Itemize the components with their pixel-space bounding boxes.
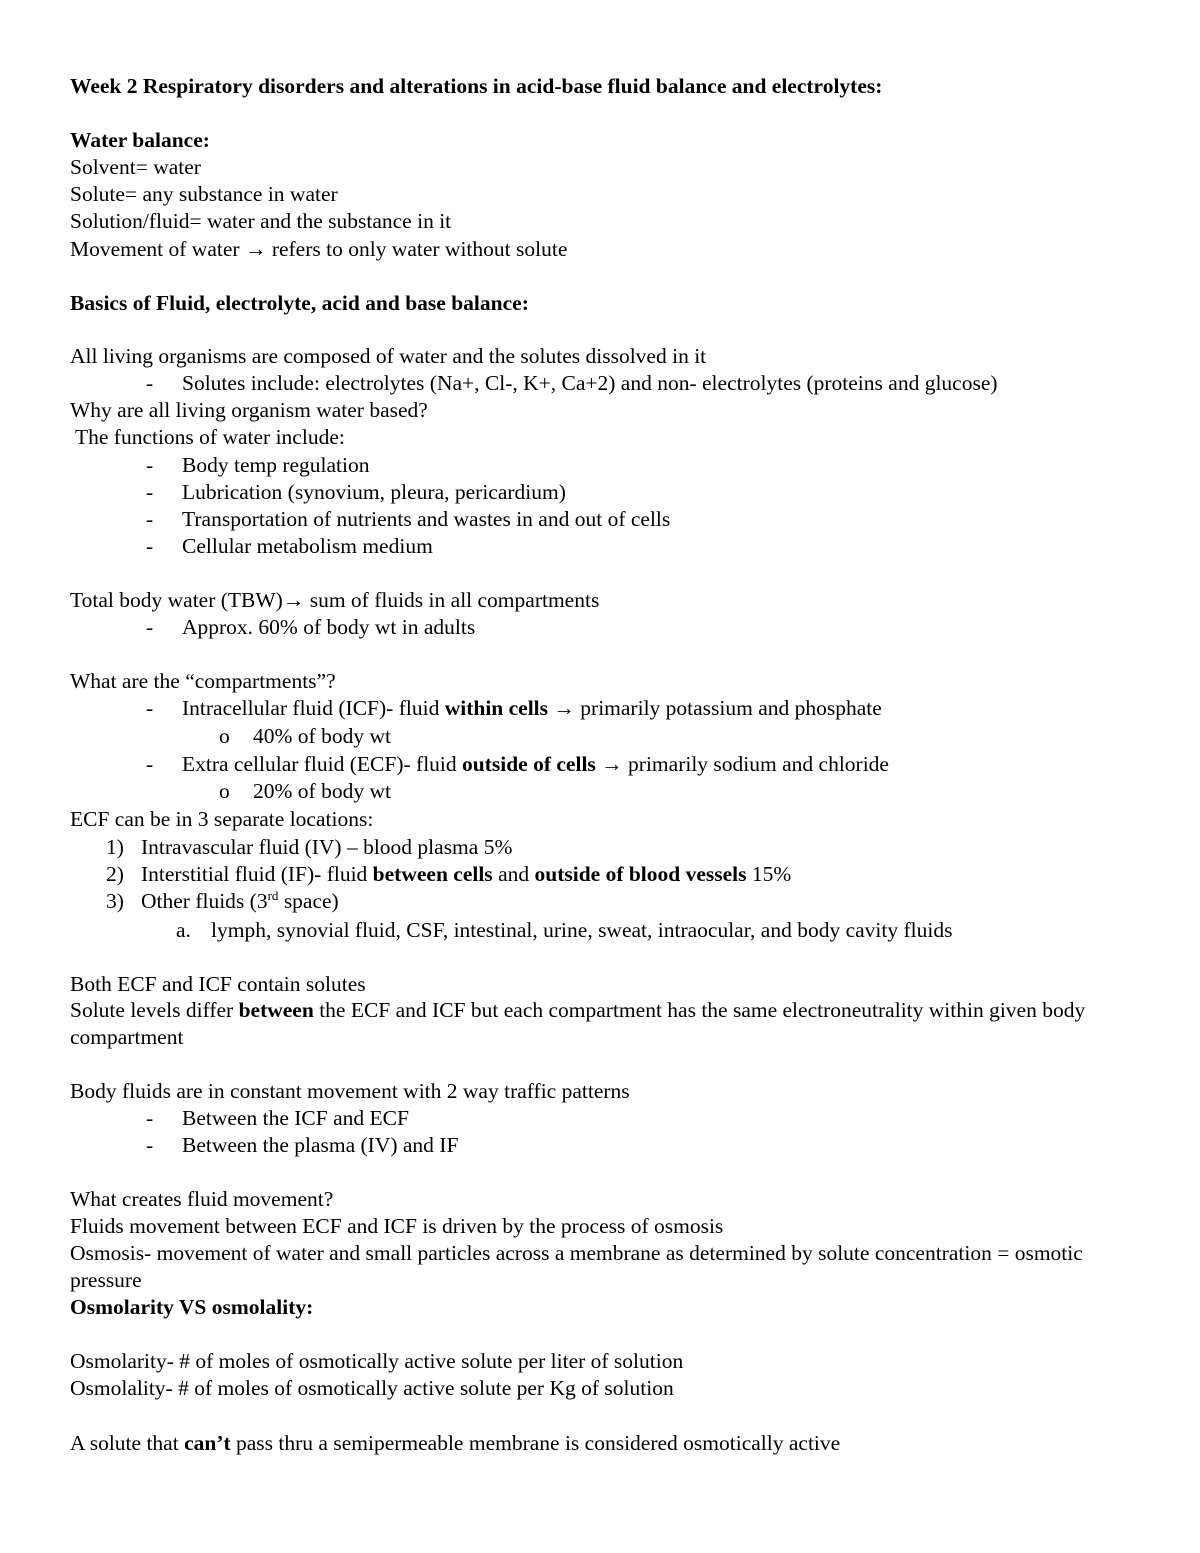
- list-item: [0, 695, 1200, 722]
- loc3-text-2: space): [278, 889, 339, 913]
- loc2-mid: and: [492, 862, 535, 886]
- movement-intro: Body fluids are in constant movement with 2 way traffic patterns: [70, 1079, 630, 1103]
- osmolality-definition: Osmolality- # of moles of osmotically active solute per Kg of solution: [70, 1376, 674, 1400]
- icf-sub: 40% of body wt: [253, 724, 391, 748]
- osmosis-driven-line: Fluids movement between ECF and ICF is driven by the process of osmosis: [70, 1214, 724, 1238]
- list-item: [0, 861, 1200, 888]
- dash-marker: -: [146, 615, 154, 639]
- icf-text-2: primarily potassium and phosphate: [574, 696, 882, 720]
- solute-levels-paragraph: [70, 997, 1140, 1051]
- dash-marker: -: [146, 371, 154, 395]
- active-text-2: pass thru a semipermeable membrane is considered osmotically active: [230, 1431, 841, 1455]
- both-contain-line: Both ECF and ICF contain solutes: [70, 972, 366, 996]
- arrow-icon: →: [282, 588, 305, 612]
- ecf-bold: outside of cells: [462, 752, 596, 776]
- movement-of-water-text-2: refers to only water without solute: [266, 237, 568, 261]
- arrow-icon: →: [244, 237, 267, 261]
- list-item: [0, 751, 1200, 778]
- solutes-bullet: Solutes include: electrolytes (Na+, Cl-, K+, Ca+2) and non- electrolytes (proteins and glucose): [182, 371, 998, 395]
- list-item: [0, 834, 1200, 861]
- function-item: Transportation of nutrients and wastes in and out of cells: [182, 507, 671, 531]
- loc3-text: Other fluids (3: [141, 889, 268, 913]
- compartments-question: What are the “compartments”?: [70, 669, 336, 693]
- water-balance-heading: Water balance:: [70, 128, 210, 152]
- ecf-sub: 20% of body wt: [253, 779, 391, 803]
- dash-marker: -: [146, 1133, 154, 1157]
- icf-bold: within cells: [444, 696, 549, 720]
- list-item: [0, 506, 1200, 533]
- tbw-bullet: Approx. 60% of body wt in adults: [182, 615, 476, 639]
- icf-bullet: [182, 695, 882, 722]
- basics-heading: Basics of Fluid, electrolyte, acid and base balance:: [70, 291, 529, 315]
- function-item: Body temp regulation: [182, 453, 370, 477]
- movement-item: Between the plasma (IV) and IF: [182, 1133, 459, 1157]
- list-item: [0, 452, 1200, 479]
- dash-marker: -: [146, 534, 154, 558]
- dash-marker: -: [146, 453, 154, 477]
- movement-of-water-text: Movement of water: [70, 237, 245, 261]
- arrow-icon: →: [548, 696, 575, 720]
- differ-text: Solute levels differ: [70, 998, 239, 1022]
- function-item: Cellular metabolism medium: [182, 534, 433, 558]
- ecf-text: Extra cellular fluid (ECF)- fluid: [182, 752, 463, 776]
- list-item: [0, 614, 1200, 641]
- dash-marker: -: [146, 480, 154, 504]
- circle-marker-icon: o: [219, 779, 230, 803]
- osmotically-active-line: [70, 1430, 840, 1457]
- list-item: [0, 1105, 1200, 1132]
- dash-marker: -: [146, 696, 154, 720]
- list-number: 1): [106, 835, 124, 859]
- dash-marker: -: [146, 1106, 154, 1130]
- circle-marker-icon: o: [219, 724, 230, 748]
- list-item: [0, 533, 1200, 560]
- active-text: A solute that: [70, 1431, 185, 1455]
- location-2: [141, 861, 791, 888]
- arrow-icon: →: [595, 752, 623, 776]
- list-item: [0, 888, 1200, 915]
- list-item: [0, 723, 1200, 750]
- solute-line: Solute= any substance in water: [70, 182, 338, 206]
- loc3-superscript: rd: [267, 887, 279, 903]
- differ-text-2: the ECF and ICF but each compartment has the same electroneutrality within given body compartment: [70, 998, 1086, 1049]
- page-title: Week 2 Respiratory disorders and alterations in acid-base fluid balance and electrolytes:: [70, 74, 883, 98]
- location-1: Intravascular fluid (IV) – blood plasma 5%: [141, 835, 513, 859]
- icf-text: Intracellular fluid (ICF)- fluid: [182, 696, 445, 720]
- tbw-text: Total body water (TBW): [70, 588, 283, 612]
- functions-intro: The functions of water include:: [70, 425, 345, 449]
- active-bold: can’t: [184, 1431, 231, 1455]
- location-3: [141, 888, 339, 915]
- movement-of-water-line: [70, 236, 567, 263]
- fluid-movement-question: What creates fluid movement?: [70, 1187, 334, 1211]
- list-number: 3): [106, 889, 124, 913]
- loc2-text: Interstitial fluid (IF)- fluid: [141, 862, 373, 886]
- why-question: Why are all living organism water based?: [70, 398, 428, 422]
- solvent-line: Solvent= water: [70, 155, 201, 179]
- loc2-bold-2: outside of blood vessels: [534, 862, 747, 886]
- list-item: [0, 778, 1200, 805]
- dash-marker: -: [146, 752, 154, 776]
- organisms-line: All living organisms are composed of water and the solutes dissolved in it: [70, 344, 707, 368]
- location-3a: lymph, synovial fluid, CSF, intestinal, urine, sweat, intraocular, and body cavity fluids: [211, 918, 953, 942]
- list-item: [0, 370, 1200, 397]
- movement-item: Between the ICF and ECF: [182, 1106, 409, 1130]
- osmo-heading: Osmolarity VS osmolality:: [70, 1295, 314, 1319]
- list-item: [0, 917, 1200, 944]
- ecf-text-2: primarily sodium and chloride: [622, 752, 889, 776]
- list-letter: a.: [176, 918, 191, 942]
- loc2-bold-1: between cells: [372, 862, 493, 886]
- list-number: 2): [106, 862, 124, 886]
- loc2-text-2: 15%: [746, 862, 792, 886]
- list-item: [0, 479, 1200, 506]
- list-item: [0, 1132, 1200, 1159]
- osmosis-definition: Osmosis- movement of water and small particles across a membrane as determined by solute concentration = osmotic pressure: [70, 1241, 1083, 1292]
- ecf-locations-line: ECF can be in 3 separate locations:: [70, 807, 374, 831]
- tbw-text-2: sum of fluids in all compartments: [304, 588, 600, 612]
- tbw-line: [70, 587, 599, 614]
- function-item: Lubrication (synovium, pleura, pericardium): [182, 480, 566, 504]
- osmolarity-definition: Osmolarity- # of moles of osmotically active solute per liter of solution: [70, 1349, 684, 1373]
- differ-bold: between: [238, 998, 314, 1022]
- dash-marker: -: [146, 507, 154, 531]
- ecf-bullet: [182, 751, 889, 778]
- solution-line: Solution/fluid= water and the substance in it: [70, 209, 452, 233]
